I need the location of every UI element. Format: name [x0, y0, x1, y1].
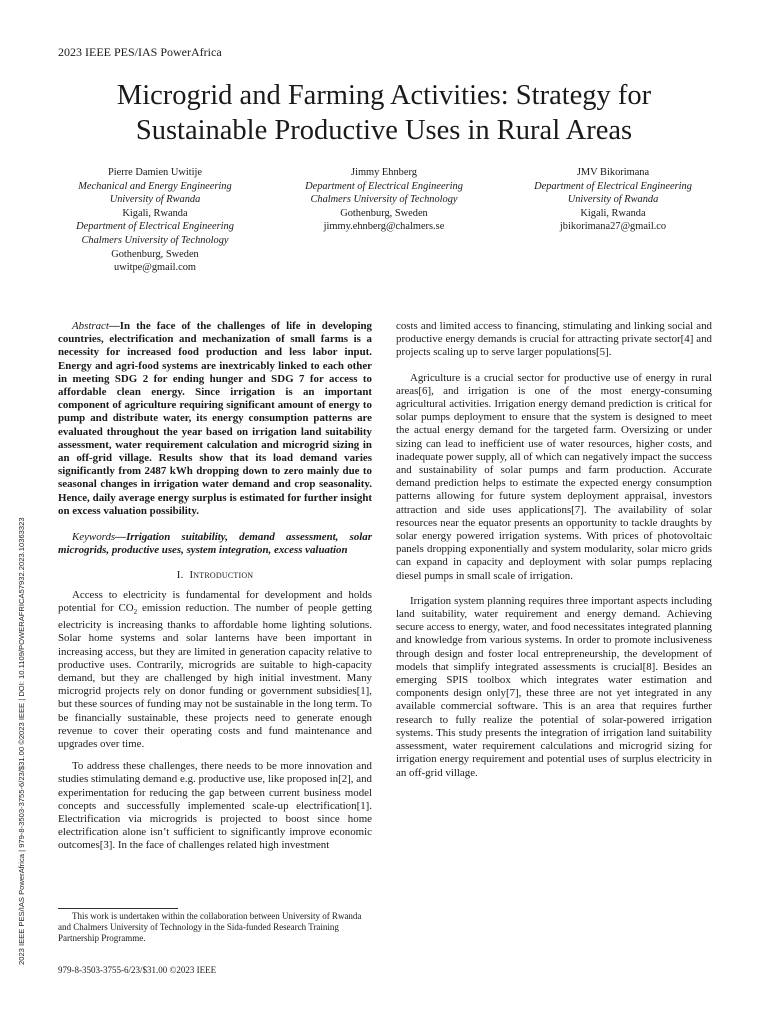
- author-dept: Department of Electrical Engineering: [534, 180, 692, 192]
- author-name: Jimmy Ehnberg: [351, 167, 417, 178]
- intro-paragraph-4: Agriculture is a crucial sector for productive use of energy in rural areas[6], and irrigation is one of the most energy-consuming agricultural activities. Irrigation energy demand prediction is critical for solar pumps deployment to ensure that the system is designed to meet the actual energy demand for the targeted farm. Oversizing or under sizing can lead to inefficient use of water resources, higher costs, and inadequate power supply, all of which can negatively impact the success and sustainability of solar pumps and farm production. Accurate demand prediction helps to estimate the expected energy consumption patterns allowing for future system deployment appraisal, investors attraction and side uses applications[7]. The availability of solar resources near the equator presents an opportunity to tackle draughts by solar energy powered irrigation systems. With prices of photovoltaic panels dropping exponentially and system modularity, solar micro grids can expand in capacity and deployment with solar pumps replacing diesel pumps in small scale of irrigation.: [396, 371, 712, 582]
- abstract: [58, 320, 372, 518]
- author-email[interactable]: jimmy.ehnberg@chalmers.se: [323, 221, 445, 233]
- author-city-2: Gothenburg, Sweden: [111, 248, 199, 260]
- section-number: I.: [176, 569, 184, 582]
- author-univ: University of Rwanda: [567, 194, 659, 206]
- keywords: [58, 531, 372, 557]
- doi-sidebar: 2023 IEEE PES/IAS PowerAfrica | 979-8-3503-3755-6/23/$31.00 ©2023 IEEE | DOI: 10.1109/POWERAFRICA57932.2023.10363323: [17, 517, 26, 965]
- section-heading: [58, 569, 372, 582]
- author-name: JMV Bikorimana: [576, 167, 650, 178]
- author-name: Pierre Damien Uwitije: [107, 167, 203, 178]
- section-title: Introduction: [189, 569, 254, 582]
- text-run: emission reduction. The number of people getting electricity is increasing thanks to affordable home lighting solutions. Solar home systems and solar lanterns have been important in increasing access, but they are limited in generation capacity relative to productive uses. Contrarily, microgrids are suitable to high-capacity demand, but they are challenged by high initial investment. Many microgrid projects rely on donor funding or government subsidies[1], but these sources of funding may not be sustainable in the long term. To be financially sustainable, these projects need to generate enough revenue to cover their operating costs and fund maintenance and upgrades over time.: [58, 601, 372, 751]
- keywords-label: Keywords: [72, 531, 116, 544]
- intro-paragraph-5: Irrigation system planning requires three important aspects including land suitability, water requirement and energy demand. Achieving secure access to energy, water, and food necessitates integrated planning and knowledge from various systems. In order to promote inclusiveness through design and foster local entrepreneurship, the development of models that simplify integrated assessments is crucial[8]. Besides an emerging SPIS toolbox which integrates water estimation and components design only[7], these three are not yet integrated in any available commercial software. This is an area that requires further research to fully realize the potential of solar-powered irrigation systems. This study presents the integration of irrigation land suitability assessment, water requirement calculations and microgrid sizing for irrigation energy requirement and potential uses of surplus electricity in an off-grid village.: [396, 594, 712, 779]
- title-line-1: Microgrid and Farming Activities: Strategy for: [116, 80, 652, 111]
- author-3: [498, 166, 728, 234]
- text-run: Access to electricity is fundamental for development and holds potential for CO: [58, 588, 372, 614]
- abstract-label: Abstract: [72, 320, 109, 332]
- author-email[interactable]: jbikorimana27@gmail.co: [559, 221, 667, 233]
- conference-name: 2023 IEEE PES/IAS PowerAfrica: [58, 45, 222, 59]
- author-2: [269, 166, 499, 234]
- author-univ: University of Rwanda: [109, 194, 201, 206]
- author-univ: Chalmers University of Technology: [310, 194, 458, 206]
- right-column: [396, 320, 712, 780]
- author-city: Kigali, Rwanda: [122, 207, 188, 219]
- title-line-2: Sustainable Productive Uses in Rural Areas: [135, 115, 633, 146]
- author-email[interactable]: uwitpe@gmail.com: [114, 262, 196, 274]
- author-univ-2: Chalmers University of Technology: [81, 234, 229, 246]
- footnote: This work is undertaken within the collaboration between University of Rwanda and Chalmers University of Technology in the Sida-funded Research Training Partnership Programme.: [58, 911, 362, 943]
- author-dept: Mechanical and Energy Engineering: [78, 180, 232, 192]
- footnote-rule: [58, 908, 178, 909]
- intro-paragraph-1: [58, 589, 372, 752]
- author-city: Kigali, Rwanda: [580, 207, 646, 219]
- intro-paragraph-3: costs and limited access to financing, stimulating and linking social and productive energy demands is crucial for attracting private sector[4] and projects scaling up to serve larger populations[5].: [396, 320, 712, 359]
- keywords-text: —Irrigation suitability, demand assessment, solar microgrids, productive uses, system integration, excess valuation: [58, 531, 372, 557]
- abstract-text: —In the face of the challenges of life in developing countries, electrification and mechanization of small farms is a necessity for increased food production and less labor input. Energy and agri-food systems are inextricably linked to each other in meeting SDG 2 for ending hunger and SDG 7 for access to affordable clean energy. Since irrigation is an important component of agriculture requiring significant amount of energy to pump and distribute water, its energy consumption patterns are evaluated throughout the year based on irrigation land suitability assessment, water requirement calculation and microgrid sizing in an off-grid village. Results show that its load demand varies significantly from 2487 kWh dropping down to zero mainly due to seasonal changes in irrigation water demand and crop seasonality. Hence, daily average energy surplus is estimated for further insight on excess valuation possibility.: [58, 320, 372, 517]
- paper-title: [40, 78, 728, 148]
- subscript: 2: [133, 608, 138, 617]
- author-1: [40, 166, 270, 275]
- author-city: Gothenburg, Sweden: [340, 207, 428, 219]
- copyright-line: 979-8-3503-3755-6/23/$31.00 ©2023 IEEE: [58, 965, 217, 975]
- left-column: [58, 320, 372, 853]
- intro-paragraph-2: To address these challenges, there needs to be more innovation and studies stimulating demand e.g. productive use, like proposed in[2], and experimentation for reducing the gap between current business model concepts and successfully implemented scale-up electrification[1]. Electrification via microgrids is projected to boost since home electrification alone isn’t sufficient to significantly improve economic outcomes[3]. In the face of challenges related high investment: [58, 760, 372, 852]
- author-dept: Department of Electrical Engineering: [305, 180, 463, 192]
- author-dept-2: Department of Electrical Engineering: [76, 221, 234, 233]
